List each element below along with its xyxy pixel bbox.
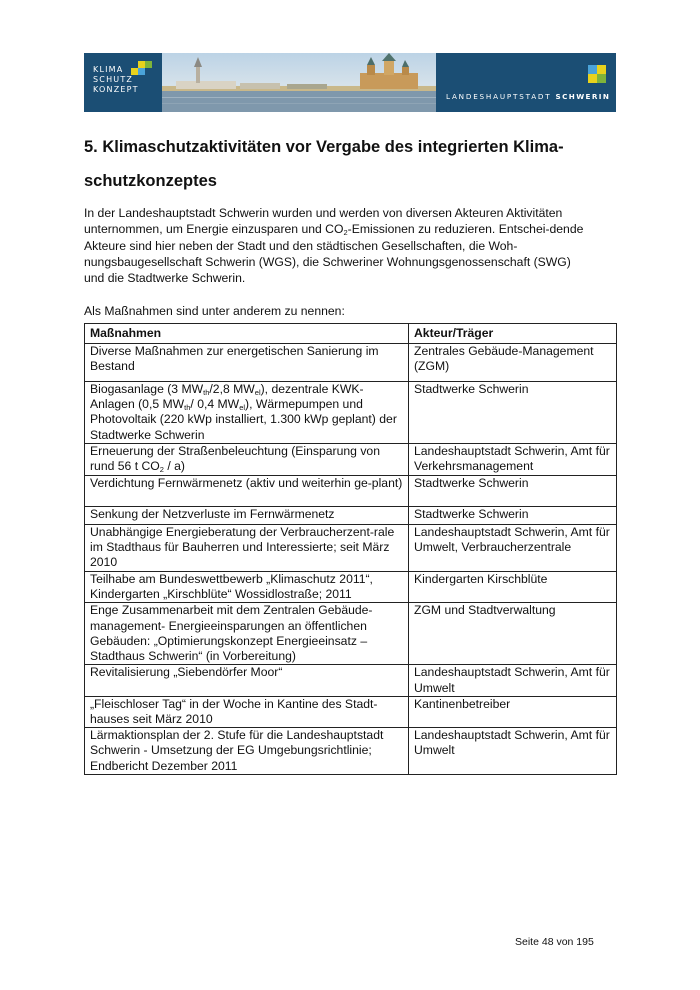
logo-square-blue-icon: [588, 65, 597, 74]
measure-subscript: 2: [159, 465, 164, 475]
city-prefix: LANDESHAUPTSTADT: [446, 92, 552, 101]
actor-cell: Landeshauptstadt Schwerin, Amt für Umwelt: [409, 665, 617, 696]
table-row: [85, 603, 617, 665]
actor-cell: ZGM und Stadtverwaltung: [409, 603, 617, 665]
table-row: [85, 344, 617, 382]
logo-square-yellow-icon: [131, 68, 138, 75]
measure-cell: [85, 382, 409, 444]
measure-text: ), dezentrale KWK-Anlagen (0,5 MW: [90, 382, 364, 412]
logo-line: KLIMA: [93, 65, 124, 74]
klimaschutzkonzept-logo: [84, 53, 162, 112]
section-title: [84, 130, 604, 198]
castle-skyline-icon: [162, 53, 436, 112]
measure-text: Biogasanlage (3 MW: [90, 382, 204, 396]
measure-subscript: el: [239, 403, 246, 413]
measure-cell: Teilhabe am Bundeswettbewerb „Klimaschutz 2011“, Kindergarten „Kirschblüte“ Wossidlostraße; 2011: [85, 572, 409, 603]
logo-line: SCHUTZ: [93, 75, 134, 84]
actor-cell: Stadtwerke Schwerin: [409, 476, 617, 507]
logo-square-green-icon: [597, 74, 606, 83]
measure-cell: „Fleischloser Tag“ in der Woche in Kantine des Stadt-hauses seit März 2010: [85, 696, 409, 727]
measure-subscript: el: [254, 388, 261, 397]
actor-cell: Landeshauptstadt Schwerin, Amt für Verkehrsmanagement: [409, 444, 617, 476]
table-row: [85, 572, 617, 603]
actor-cell: Stadtwerke Schwerin: [409, 507, 617, 525]
header-banner: [84, 53, 616, 112]
measures-table: [84, 323, 617, 775]
table-row: [85, 444, 617, 476]
page-number: Seite 48 von 195: [515, 936, 594, 948]
actor-cell: Landeshauptstadt Schwerin, Amt für Umwelt: [409, 728, 617, 775]
measure-cell: Lärmaktionsplan der 2. Stufe für die Landeshauptstadt Schwerin - Umsetzung der EG Umgebungsrichtlinie; Endbericht Dezember 2011: [85, 728, 409, 775]
actor-cell: Landeshauptstadt Schwerin, Amt für Umwelt, Verbraucherzentrale: [409, 525, 617, 572]
measure-text: / a): [163, 459, 185, 474]
measure-subscript: th: [184, 403, 191, 413]
measure-cell: Diverse Maßnahmen zur energetischen Sanierung im Bestand: [85, 344, 409, 382]
table-row: [85, 507, 617, 525]
table-row: [85, 525, 617, 572]
measure-text: /2,8 MW: [209, 382, 255, 396]
table-header-row: [85, 324, 617, 344]
city-wordmark: [446, 92, 610, 101]
schwerin-castle-photo: [162, 53, 436, 112]
intro-text-cont: -Emissionen zu reduzieren. Entschei-dende Akteure sind hier neben der Stadt und den städtischen Gesellschaften, die Woh-nungsbaugesellschaft Schwerin (WGS), die Schweriner Wohnungsgenossenschaft (SWG) und die Stadtwerke Schwerin.: [84, 222, 584, 286]
logo-square-yellow-icon: [588, 74, 597, 83]
actor-cell: Stadtwerke Schwerin: [409, 382, 617, 444]
logo-square-blue-icon: [138, 68, 145, 75]
city-name: SCHWERIN: [555, 92, 611, 101]
table-row: [85, 696, 617, 727]
landeshauptstadt-schwerin-logo: [436, 53, 616, 112]
measure-cell: Revitalisierung „Siebendörfer Moor“: [85, 665, 409, 696]
measure-cell: Senkung der Netzverluste im Fernwärmenetz: [85, 507, 409, 525]
table-row: [85, 665, 617, 696]
section-title-line1: 5. Klimaschutzaktivitäten vor Vergabe des integrierten Klima-: [84, 138, 564, 156]
section-title-line2: schutzkonzeptes: [84, 172, 217, 190]
table-lead-text: Als Maßnahmen sind unter anderem zu nennen:: [84, 304, 345, 318]
measure-text: / 0,4 MW: [190, 397, 240, 412]
logo-line: KONZEPT: [93, 85, 139, 94]
table-row: [85, 476, 617, 507]
actor-cell: Kindergarten Kirschblüte: [409, 572, 617, 603]
table-row: [85, 728, 617, 775]
measure-cell: Enge Zusammenarbeit mit dem Zentralen Gebäude-management- Energieeinsparungen an öffentlichen Gebäuden: „Optimierungskonzept Energieeinsatz – Stadthaus Schwerin“ (in Vorbereitung): [85, 603, 409, 665]
logo-square-yellow-icon: [138, 61, 145, 68]
actor-cell: Zentrales Gebäude-Management (ZGM): [409, 344, 617, 382]
column-header-measures: Maßnahmen: [85, 324, 409, 344]
intro-text: In der Landeshauptstadt Schwerin wurden und werden von diversen Akteuren Aktivitäten unternommen, um Energie einzusparen und CO: [84, 206, 563, 237]
logo-square-yellow-icon: [597, 65, 606, 74]
measure-text: ), Wärmepumpen und Photovoltaik (220 kWp installiert, 1.300 kWp geplant) der Stadtwerke Schwerin: [90, 397, 397, 442]
measure-subscript: th: [203, 388, 210, 397]
intro-paragraph: [84, 205, 594, 286]
actor-cell: Kantinenbetreiber: [409, 696, 617, 727]
measure-cell: Unabhängige Energieberatung der Verbraucherzent-rale im Stadthaus für Bauherren und Interessierte; seit März 2010: [85, 525, 409, 572]
table-row: [85, 382, 617, 444]
intro-subscript: 2: [343, 228, 348, 238]
measure-cell: [85, 444, 409, 476]
logo-square-green-icon: [145, 61, 152, 68]
measure-text: Erneuerung der Straßenbeleuchtung (Einsparung von rund 56 t CO: [90, 444, 380, 474]
column-header-actor: Akteur/Träger: [409, 324, 617, 344]
measure-cell: Verdichtung Fernwärmenetz (aktiv und weiterhin ge-plant): [85, 476, 409, 507]
